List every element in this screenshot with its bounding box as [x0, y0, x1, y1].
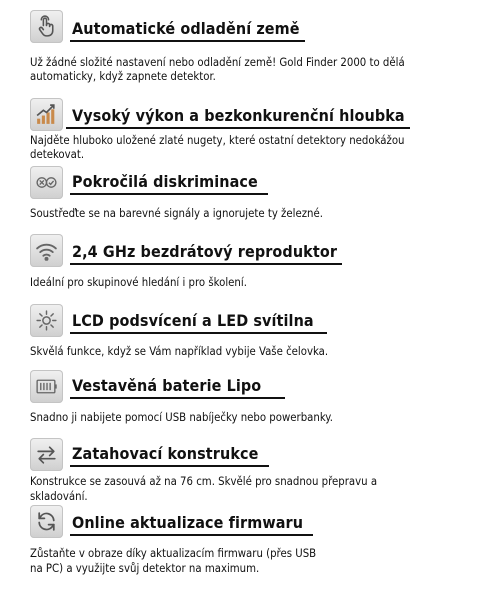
feature-desc-line: skladování.	[30, 490, 88, 503]
feature-desc-line: Najděte hluboko uložené zlaté nugety, které ostatní detektory nedokážou	[30, 134, 405, 147]
touch-hand-icon	[30, 10, 63, 43]
discrimination-icon	[30, 166, 63, 199]
battery-icon	[30, 370, 63, 403]
title-underline	[70, 193, 268, 195]
feature-desc-line: Ideální pro skupinové hledání i pro školení.	[30, 276, 247, 289]
feature-desc-line: Zůstaňte v obraze díky aktualizacím firmwaru (přes USB	[30, 547, 317, 560]
feature-desc-line: Soustřeďte se na barevné signály a ignorujete ty železné.	[30, 207, 323, 220]
feature-title: Zatahovací konstrukce	[72, 444, 259, 463]
feature-title: Pokročilá diskriminace	[72, 172, 258, 191]
feature-desc-line: Už žádné složité nastavení nebo odladění země! Gold Finder 2000 to dělá	[30, 56, 405, 69]
title-underline	[70, 534, 313, 536]
title-underline	[66, 127, 410, 129]
title-underline	[70, 397, 285, 399]
growth-chart-icon	[30, 98, 63, 131]
swap-arrows-icon	[30, 438, 63, 471]
refresh-icon	[30, 505, 63, 538]
wireless-icon	[30, 234, 63, 267]
title-underline	[70, 332, 327, 334]
feature-title: Online aktualizace firmwaru	[72, 513, 304, 532]
feature-desc-line: na PC) a využijte svůj detektor na maximum.	[30, 562, 260, 575]
feature-title: Vysoký výkon a bezkonkurenční hloubka	[72, 106, 405, 125]
feature-title: Vestavěná baterie Lipo	[72, 376, 262, 395]
feature-title: 2,4 GHz bezdrátový reproduktor	[72, 242, 338, 261]
title-underline	[70, 40, 305, 42]
feature-desc-line: Skvělá funkce, když se Vám například vybije Vaše čelovka.	[30, 345, 329, 358]
feature-desc-line: automaticky, když zapnete detektor.	[30, 70, 216, 83]
feature-desc-line: Konstrukce se zasouvá až na 76 cm. Skvělé pro snadnou přepravu a	[30, 475, 378, 488]
title-underline	[70, 263, 342, 265]
brightness-icon	[30, 304, 63, 337]
title-underline	[70, 465, 269, 467]
feature-desc-line: Snadno ji nabijete pomocí USB nabíječky nebo powerbanky.	[30, 411, 333, 424]
feature-title: LCD podsvícení a LED svítilna	[72, 311, 314, 330]
feature-title: Automatické odladění země	[72, 19, 300, 38]
feature-desc-line: detekovat.	[30, 148, 85, 161]
